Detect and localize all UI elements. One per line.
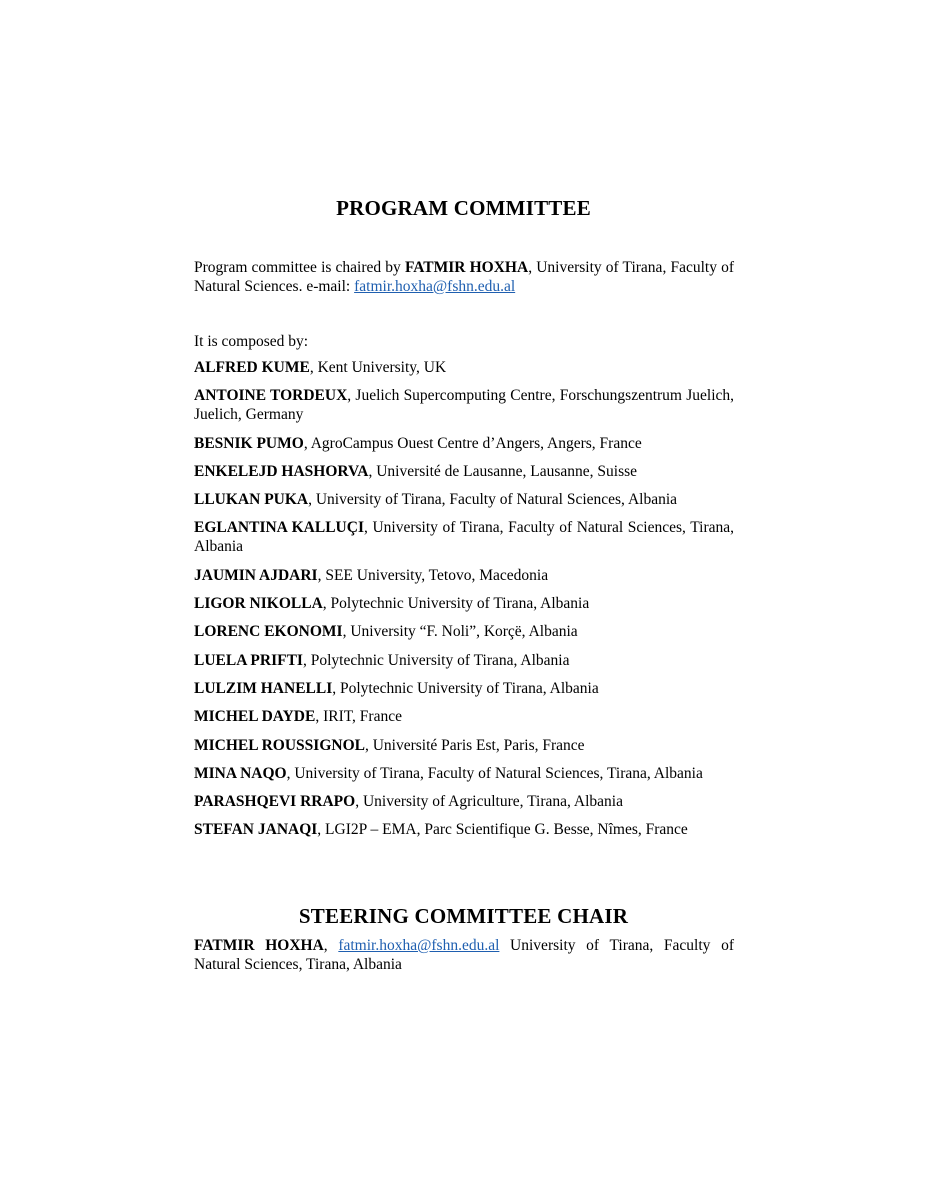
member-name: LIGOR NIKOLLA bbox=[194, 595, 323, 613]
steering-committee-chair bbox=[194, 936, 734, 974]
member-name: JAUMIN AJDARI bbox=[194, 566, 318, 584]
member-affiliation: , Polytechnic University of Tirana, Albania bbox=[322, 595, 590, 613]
member-item bbox=[194, 386, 734, 424]
member-item bbox=[194, 518, 734, 556]
steering-chair-email-link[interactable]: fatmir.hoxha@fshn.edu.al bbox=[338, 937, 500, 954]
member-affiliation: , Polytechnic University of Tirana, Albania bbox=[332, 679, 599, 697]
member-name: LUELA PRIFTI bbox=[194, 651, 303, 669]
member-affiliation: , University of Agriculture, Tirana, Albania bbox=[355, 793, 623, 811]
member-affiliation: , Kent University, UK bbox=[309, 359, 447, 376]
member-item bbox=[194, 651, 734, 670]
steering-committee-heading: STEERING COMMITTEE CHAIR bbox=[298, 904, 629, 928]
program-committee-intro bbox=[194, 258, 734, 296]
member-item bbox=[194, 820, 734, 839]
member-affiliation: , Université Paris Est, Paris, France bbox=[364, 736, 585, 754]
member-item bbox=[194, 622, 734, 641]
member-affiliation: , University of Tirana, Faculty of Natural Sciences, Albania bbox=[308, 491, 678, 509]
member-affiliation: , SEE University, Tetovo, Macedonia bbox=[317, 566, 549, 584]
member-item bbox=[194, 707, 734, 726]
intro-prefix: Program committee is chaired by bbox=[194, 259, 405, 276]
member-affiliation: , Polytechnic University of Tirana, Albania bbox=[302, 651, 570, 669]
member-item bbox=[194, 594, 734, 613]
member-affiliation: , LGI2P – EMA, Parc Scientifique G. Besse, Nîmes, France bbox=[317, 821, 688, 839]
member-affiliation: , IRIT, France bbox=[315, 708, 402, 726]
member-item bbox=[194, 566, 734, 585]
member-item bbox=[194, 764, 734, 783]
member-item bbox=[194, 490, 734, 509]
member-name: ALFRED KUME bbox=[194, 359, 310, 376]
member-name: LORENC EKONOMI bbox=[194, 623, 343, 641]
member-item bbox=[194, 358, 734, 377]
steering-chair-affiliation: University of Tirana, Faculty of Natural Sciences, Tirana, Albania bbox=[194, 937, 734, 973]
member-name: ENKELEJD HASHORVA bbox=[194, 462, 369, 480]
chair-name: FATMIR HOXHA bbox=[404, 259, 529, 276]
member-affiliation: , University of Tirana, Faculty of Natural Sciences, Tirana, Albania bbox=[194, 519, 735, 556]
member-name: PARASHQEVI RRAPO bbox=[194, 793, 356, 811]
member-item bbox=[194, 792, 734, 811]
member-affiliation: , Juelich Supercomputing Centre, Forschungszentrum Juelich, Juelich, Germany bbox=[194, 387, 735, 424]
member-item bbox=[194, 434, 734, 453]
member-item bbox=[194, 462, 734, 481]
member-name: MINA NAQO bbox=[194, 764, 287, 782]
member-affiliation: , AgroCampus Ouest Centre d’Angers, Angers, France bbox=[303, 434, 642, 452]
member-item bbox=[194, 736, 734, 755]
member-name: LULZIM HANELLI bbox=[194, 679, 333, 697]
member-affiliation: , University “F. Noli”, Korçë, Albania bbox=[342, 623, 578, 641]
member-name: EGLANTINA KALLUÇI bbox=[194, 519, 364, 537]
member-affiliation: , University of Tirana, Faculty of Natural Sciences, Tirana, Albania bbox=[286, 764, 703, 782]
member-name: ANTOINE TORDEUX bbox=[194, 387, 348, 405]
program-committee-heading: PROGRAM COMMITTEE bbox=[336, 196, 591, 220]
member-item bbox=[194, 679, 734, 698]
chair-email-link[interactable]: fatmir.hoxha@fshn.edu.al bbox=[354, 278, 516, 295]
member-name: MICHEL DAYDE bbox=[194, 708, 316, 726]
member-list bbox=[194, 358, 734, 849]
member-name: MICHEL ROUSSIGNOL bbox=[194, 736, 365, 754]
composed-label: It is composed by: bbox=[194, 333, 309, 350]
member-name: STEFAN JANAQI bbox=[194, 821, 318, 839]
intro-middle: , University of Tirana, Faculty of Natural Sciences. e-mail: bbox=[194, 259, 734, 295]
steering-chair-name: FATMIR HOXHA bbox=[194, 937, 324, 954]
steering-separator: , bbox=[323, 937, 339, 954]
member-name: LLUKAN PUKA bbox=[194, 491, 309, 509]
member-name: BESNIK PUMO bbox=[194, 434, 304, 452]
member-affiliation: , Université de Lausanne, Lausanne, Suisse bbox=[368, 462, 638, 480]
